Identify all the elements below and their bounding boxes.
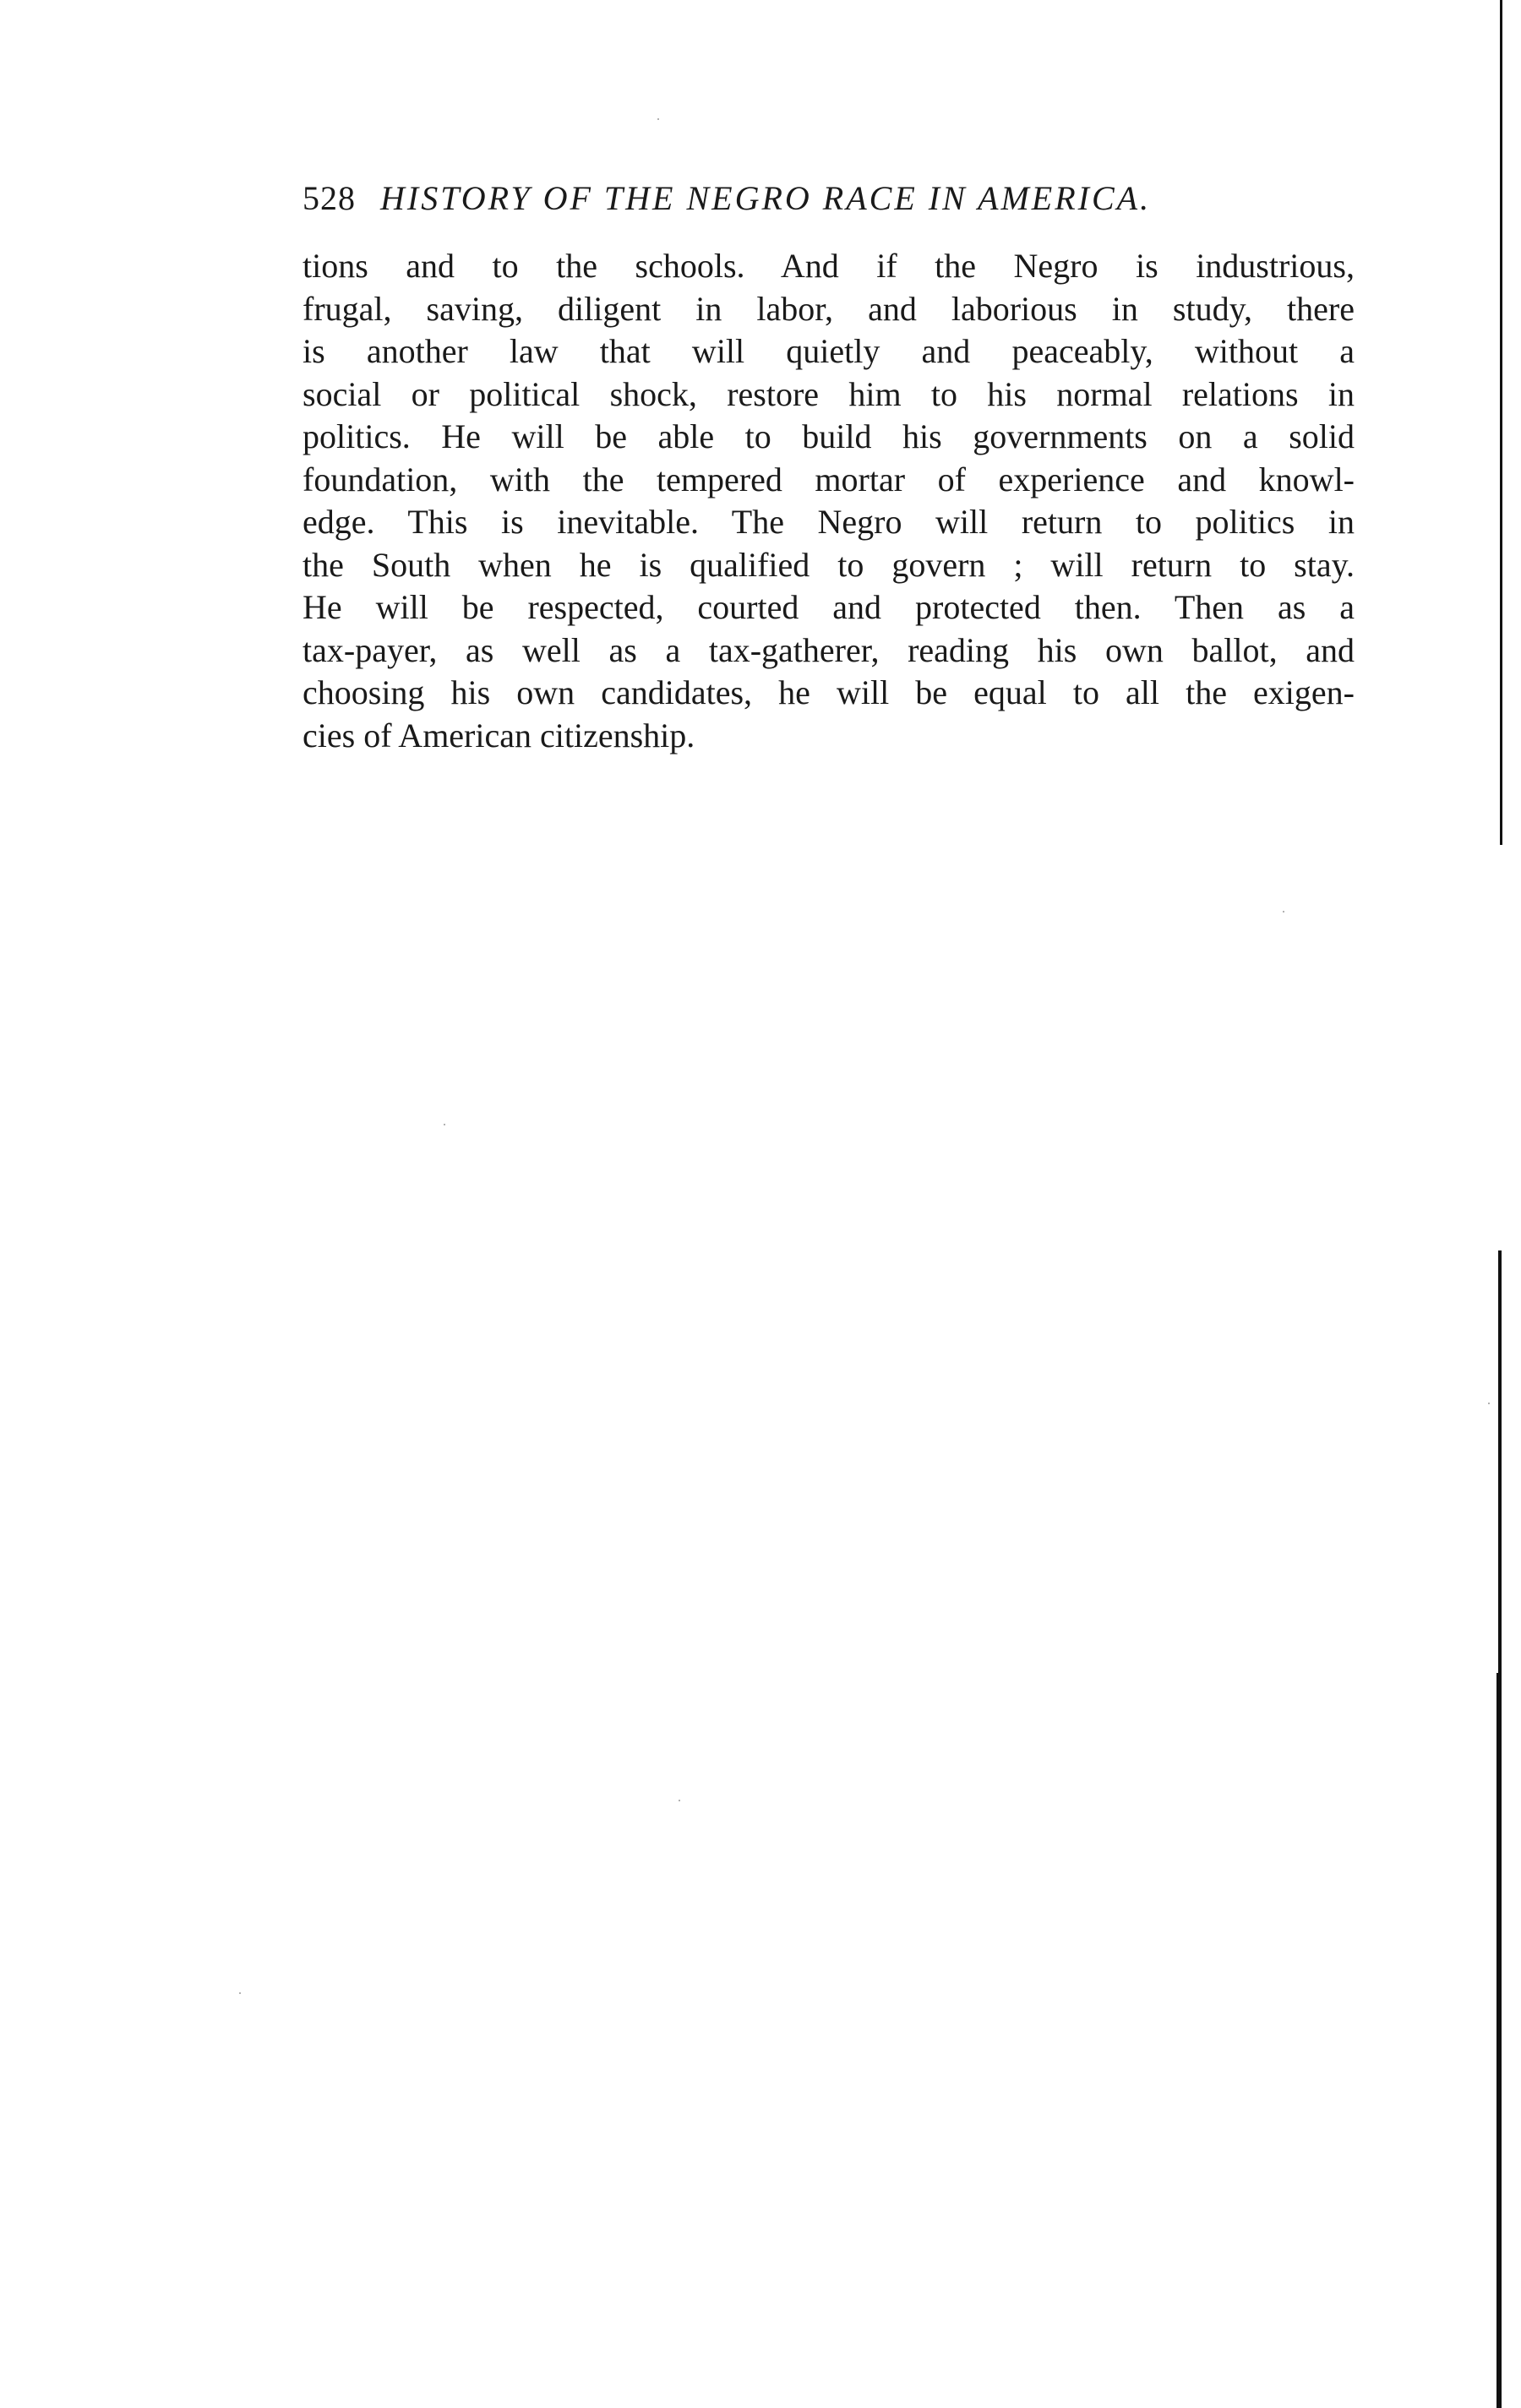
scan-speck [1283, 911, 1284, 913]
text-line: cies of American citizenship. [303, 716, 695, 755]
text-line: tions and to the schools. And if the Negro is industrious, [303, 247, 1355, 285]
text-line: edge. This is inevitable. The Negro will return to politics in [303, 503, 1355, 541]
text-line: choosing his own candidates, he will be equal to all the exigen- [303, 673, 1355, 711]
body-paragraph [303, 245, 1355, 757]
text-line: foundation, with the tempered mortar of experience and knowl- [303, 460, 1355, 498]
running-title: HISTORY OF THE NEGRO RACE IN AMERICA. [380, 179, 1152, 217]
scan-speck [444, 1124, 445, 1125]
scan-speck [657, 118, 659, 120]
text-line: social or political shock, restore him to his normal relations in [303, 374, 1355, 413]
text-line: is another law that will quietly and peaceably, without a [303, 332, 1355, 370]
scan-speck [239, 1992, 241, 1994]
text-line: frugal, saving, diligent in labor, and laborious in study, there [303, 289, 1355, 328]
text-line: He will be respected, courted and protected then. Then as a [303, 588, 1355, 626]
running-head [303, 173, 1283, 224]
text-line: tax-payer, as well as a tax-gatherer, reading his own ballot, and [303, 630, 1355, 669]
binding-edge-middle [1498, 1250, 1502, 1673]
scan-speck [1488, 1403, 1490, 1404]
scan-speck [679, 1800, 680, 1801]
page-number: 528 [303, 179, 356, 217]
text-line: politics. He will be able to build his governments on a solid [303, 417, 1355, 455]
binding-edge-upper [1500, 0, 1502, 845]
binding-edge-lower [1496, 1673, 1502, 2408]
text-line: the South when he is qualified to govern ; will return to stay. [303, 545, 1355, 584]
